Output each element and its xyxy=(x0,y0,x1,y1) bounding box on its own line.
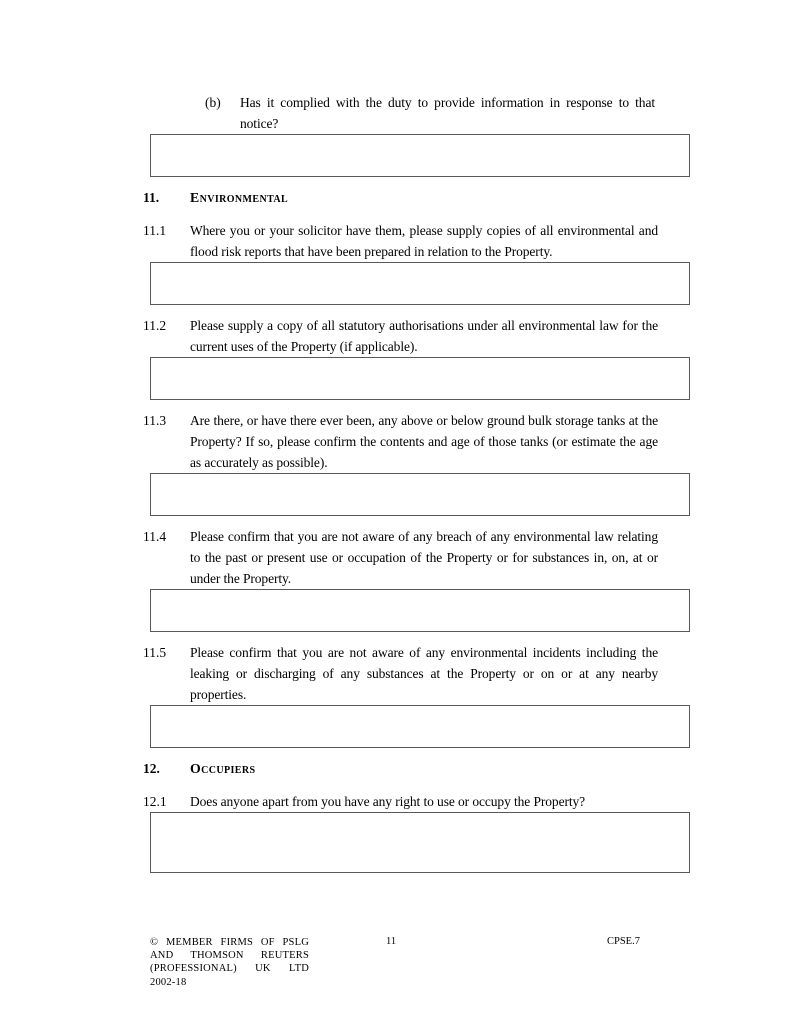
question-number-11-1: 11.1 xyxy=(143,223,167,238)
question-text-12-1: Does anyone apart from you have any right to use or occupy the Property? xyxy=(190,794,586,809)
copyright-line-4: 2002-18 xyxy=(150,976,187,988)
answer-box-11-2[interactable] xyxy=(150,357,690,400)
section-heading-11 xyxy=(143,187,690,208)
question-text-11-1: Where you or your solicitor have them, please supply copies of all environmental and flood risk reports that have been prepared in relation to the Property. xyxy=(190,223,658,259)
copyright-line-1: © MEMBER FIRMS OF PSLG xyxy=(150,937,309,948)
answer-box-11-3[interactable] xyxy=(150,473,690,516)
answer-box-11-1[interactable] xyxy=(150,262,690,305)
document-code: CPSE.7 xyxy=(607,936,640,947)
section-number-11: 11. xyxy=(143,190,160,205)
question-11-4 xyxy=(143,526,690,589)
answer-box-11-5[interactable] xyxy=(150,705,690,748)
section-heading-12 xyxy=(143,758,690,779)
section-title-occupiers: Occupiers xyxy=(190,761,256,776)
question-number-11-4: 11.4 xyxy=(143,529,167,544)
question-number-11-2: 11.2 xyxy=(143,318,167,333)
copyright-line-2: AND THOMSON REUTERS xyxy=(150,950,309,962)
page-number: 11 xyxy=(386,936,397,947)
question-11-5 xyxy=(143,642,690,705)
question-12-1 xyxy=(143,791,690,812)
question-number-11-5: 11.5 xyxy=(143,645,167,660)
answer-box-11-4[interactable] xyxy=(150,589,690,632)
copyright-line-3: (PROFESSIONAL) UK LTD xyxy=(150,963,309,975)
page-content xyxy=(143,92,690,883)
question-number-12-1: 12.1 xyxy=(143,794,167,809)
question-11-3 xyxy=(143,410,690,473)
answer-box-12-1[interactable] xyxy=(150,812,690,873)
sub-question-b-label: (b) xyxy=(205,95,221,110)
question-11-1 xyxy=(143,220,690,262)
section-title-environmental: Environmental xyxy=(190,190,289,205)
answer-box-10b[interactable] xyxy=(150,134,690,177)
copyright-notice xyxy=(150,936,309,989)
question-11-2 xyxy=(143,315,690,357)
question-text-11-2: Please supply a copy of all statutory authorisations under all environmental law for the current uses of the Property (if applicable). xyxy=(190,318,658,354)
question-number-11-3: 11.3 xyxy=(143,413,167,428)
question-text-11-5: Please confirm that you are not aware of any environmental incidents including the leaking or discharging of any substances at the Property or on or at any nearby properties. xyxy=(190,645,658,702)
question-text-11-3: Are there, or have there ever been, any above or below ground bulk storage tanks at the Property? If so, please confirm the contents and age of those tanks (or estimate the age as accurately as possible). xyxy=(190,413,658,470)
sub-question-b xyxy=(205,92,690,134)
section-number-12: 12. xyxy=(143,761,160,776)
question-text-11-4: Please confirm that you are not aware of any breach of any environmental law relating to the past or present use or occupation of the Property or for substances in, on, at or under the Property. xyxy=(190,529,658,586)
sub-question-b-text: Has it complied with the duty to provide information in response to that notice? xyxy=(240,95,655,131)
